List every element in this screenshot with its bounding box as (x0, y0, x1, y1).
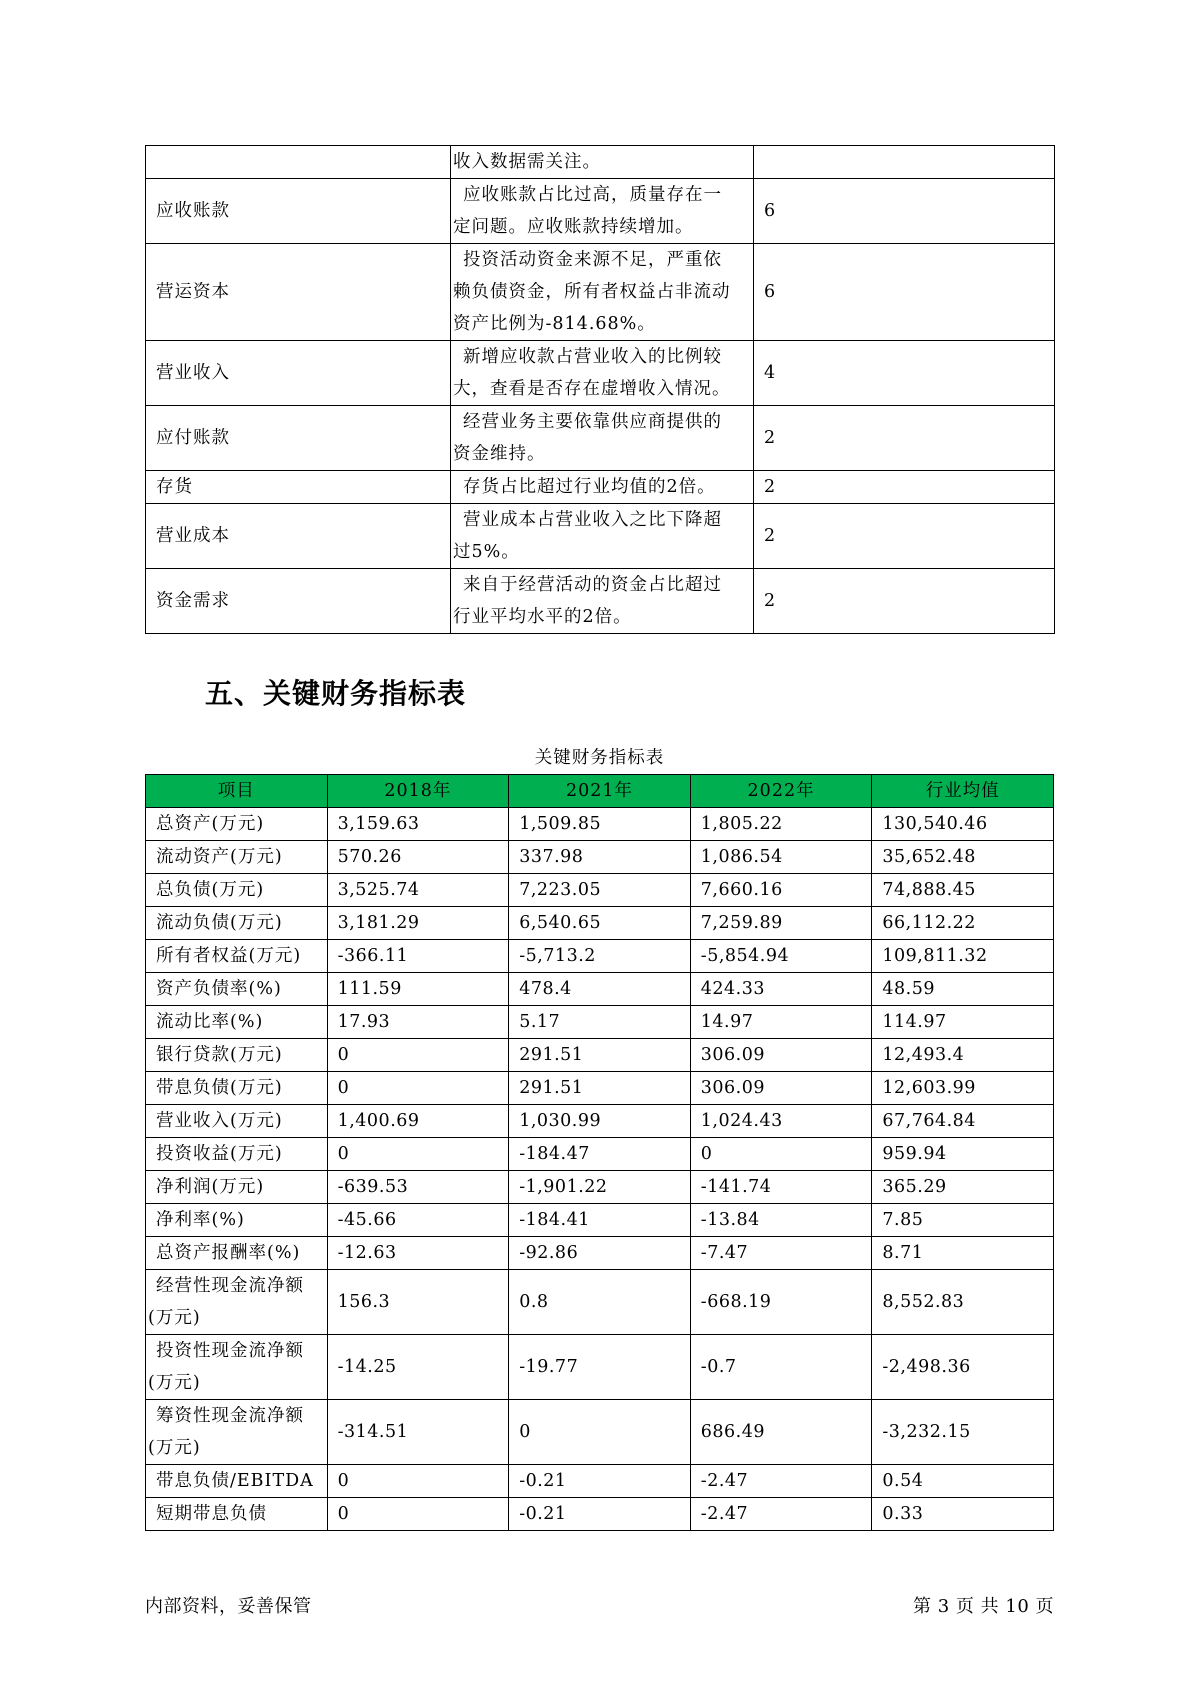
indicator-name (146, 1105, 328, 1138)
risk-description-line: 定问题。应收账款持续增加。 (453, 217, 694, 237)
indicator-name-line: (万元) (148, 1308, 201, 1328)
indicator-name (146, 1204, 328, 1237)
indicator-name (146, 1270, 328, 1335)
indicator-value: 686.49 (690, 1400, 872, 1465)
indicator-name (146, 940, 328, 973)
indicator-value: 0 (509, 1400, 691, 1465)
risk-item: 资金需求 (146, 569, 451, 634)
risk-description-line: 存货占比超过行业均值的2倍。 (463, 477, 716, 497)
risk-item: 应收账款 (146, 179, 451, 244)
table-header-row (146, 775, 1054, 808)
indicator-name-line: 净利率(%) (156, 1210, 245, 1230)
indicator-value: 424.33 (690, 973, 872, 1006)
indicator-name (146, 1138, 328, 1171)
indicator-name-line: 资产负债率(%) (156, 979, 282, 999)
indicator-value: 5.17 (509, 1006, 691, 1039)
indicator-value: -2.47 (690, 1465, 872, 1498)
indicator-value: -0.21 (509, 1498, 691, 1531)
indicator-name-line: 短期带息负债 (156, 1504, 267, 1524)
table-row (146, 808, 1054, 841)
indicator-name-line: 营业收入(万元) (156, 1111, 283, 1131)
risk-table-body (146, 146, 1055, 634)
indicator-value: -45.66 (327, 1204, 509, 1237)
indicator-value: -2.47 (690, 1498, 872, 1531)
risk-indicator-table (145, 145, 1055, 634)
indicator-value: 0 (327, 1039, 509, 1072)
indicator-value: 0.54 (872, 1465, 1054, 1498)
risk-description (451, 146, 754, 179)
risk-item: 营业收入 (146, 341, 451, 406)
table-row (146, 1204, 1054, 1237)
risk-score: 2 (754, 504, 1055, 569)
risk-item: 存货 (146, 471, 451, 504)
indicator-value: 130,540.46 (872, 808, 1054, 841)
indicator-value: -92.86 (509, 1237, 691, 1270)
risk-score: 2 (754, 406, 1055, 471)
indicator-value: 8,552.83 (872, 1270, 1054, 1335)
indicator-name-line: 投资收益(万元) (156, 1144, 283, 1164)
table-row (146, 1138, 1054, 1171)
indicator-value: 0 (327, 1138, 509, 1171)
indicator-name-line: 净利润(万元) (156, 1177, 265, 1197)
indicator-name-line: 总负债(万元) (156, 880, 265, 900)
risk-item (146, 146, 451, 179)
indicator-value: 1,400.69 (327, 1105, 509, 1138)
indicator-value: -1,901.22 (509, 1171, 691, 1204)
risk-description-line: 投资活动资金来源不足，严重依 (463, 250, 722, 270)
indicator-value: 6,540.65 (509, 907, 691, 940)
risk-description (451, 569, 754, 634)
risk-row (146, 146, 1055, 179)
indicator-value: 3,525.74 (327, 874, 509, 907)
table-row (146, 940, 1054, 973)
indicator-value: 0 (690, 1138, 872, 1171)
footer-page-number: 第 3 页 共 10 页 (913, 1596, 1054, 1617)
indicator-value: 365.29 (872, 1171, 1054, 1204)
table-row (146, 874, 1054, 907)
indicator-value: -5,854.94 (690, 940, 872, 973)
indicator-value: -5,713.2 (509, 940, 691, 973)
risk-row (146, 504, 1055, 569)
risk-description (451, 406, 754, 471)
indicator-value: -14.25 (327, 1335, 509, 1400)
indicator-name (146, 973, 328, 1006)
risk-description-line: 资金维持。 (453, 444, 546, 464)
indicator-value: 0 (327, 1465, 509, 1498)
indicator-value: -0.7 (690, 1335, 872, 1400)
indicator-value: -19.77 (509, 1335, 691, 1400)
table-row (146, 1039, 1054, 1072)
table-row (146, 1400, 1054, 1465)
table-row (146, 1270, 1054, 1335)
column-header: 2018年 (327, 775, 509, 808)
indicator-name-line: (万元) (148, 1438, 201, 1458)
indicator-name (146, 1072, 328, 1105)
risk-description-line: 经营业务主要依靠供应商提供的 (463, 412, 722, 432)
column-header: 行业均值 (872, 775, 1054, 808)
risk-score: 4 (754, 341, 1055, 406)
risk-score: 2 (754, 471, 1055, 504)
risk-description (451, 504, 754, 569)
indicator-value: 17.93 (327, 1006, 509, 1039)
risk-row (146, 406, 1055, 471)
indicator-name-line: 带息负债/EBITDA (156, 1471, 314, 1491)
risk-description (451, 244, 754, 341)
indicator-name (146, 841, 328, 874)
risk-row (146, 471, 1055, 504)
indicator-value: -3,232.15 (872, 1400, 1054, 1465)
indicator-name (146, 1171, 328, 1204)
risk-description-line: 应收账款占比过高，质量存在一 (463, 185, 722, 205)
table-row (146, 1105, 1054, 1138)
indicator-value: -7.47 (690, 1237, 872, 1270)
indicator-value: 3,159.63 (327, 808, 509, 841)
indicator-value: -639.53 (327, 1171, 509, 1204)
indicator-value: 14.97 (690, 1006, 872, 1039)
indicator-value: 0.8 (509, 1270, 691, 1335)
section-heading: 五、关键财务指标表 (205, 677, 467, 710)
indicator-name (146, 1400, 328, 1465)
indicator-value: 291.51 (509, 1039, 691, 1072)
risk-score (754, 146, 1055, 179)
indicator-name-line: 带息负债(万元) (156, 1078, 283, 1098)
risk-description (451, 179, 754, 244)
risk-description-line: 来自于经营活动的资金占比超过 (463, 575, 722, 595)
indicator-name-line: 经营性现金流净额 (156, 1276, 304, 1296)
footer-confidential-note: 内部资料，妥善保管 (145, 1596, 312, 1617)
indicator-name-line: 投资性现金流净额 (156, 1341, 304, 1361)
indicator-value: 1,030.99 (509, 1105, 691, 1138)
risk-score: 6 (754, 179, 1055, 244)
risk-description (451, 341, 754, 406)
indicator-name-line: 银行贷款(万元) (156, 1045, 283, 1065)
indicator-name-line: 流动比率(%) (156, 1012, 264, 1032)
indicator-value: 67,764.84 (872, 1105, 1054, 1138)
risk-description-line: 资产比例为-814.68%。 (453, 314, 656, 334)
indicator-value: -314.51 (327, 1400, 509, 1465)
kfi-table-body (146, 808, 1054, 1531)
risk-row (146, 569, 1055, 634)
risk-item: 应付账款 (146, 406, 451, 471)
risk-description-line: 过5%。 (453, 542, 520, 562)
risk-row (146, 341, 1055, 406)
indicator-value: 111.59 (327, 973, 509, 1006)
indicator-value: 478.4 (509, 973, 691, 1006)
indicator-name (146, 1237, 328, 1270)
indicator-name-line: 总资产报酬率(%) (156, 1243, 301, 1263)
table-row (146, 1335, 1054, 1400)
column-header: 项目 (146, 775, 328, 808)
indicator-value: 7,660.16 (690, 874, 872, 907)
indicator-value: 3,181.29 (327, 907, 509, 940)
risk-description-line: 行业平均水平的2倍。 (453, 607, 632, 627)
table-row (146, 1498, 1054, 1531)
indicator-value: 1,024.43 (690, 1105, 872, 1138)
indicator-value: -12.63 (327, 1237, 509, 1270)
indicator-name-line: 流动负债(万元) (156, 913, 283, 933)
risk-description-line: 赖负债资金，所有者权益占非流动 (453, 282, 731, 302)
indicator-name-line: 筹资性现金流净额 (156, 1406, 304, 1426)
risk-row (146, 244, 1055, 341)
table-row (146, 841, 1054, 874)
table-row (146, 1465, 1054, 1498)
indicator-name (146, 874, 328, 907)
table-row (146, 1006, 1054, 1039)
indicator-value: 306.09 (690, 1072, 872, 1105)
indicator-value: -366.11 (327, 940, 509, 973)
risk-description-line: 新增应收款占营业收入的比例较 (463, 347, 722, 367)
table-caption: 关键财务指标表 (534, 748, 665, 768)
table-row (146, 973, 1054, 1006)
indicator-name (146, 1039, 328, 1072)
indicator-value: 0.33 (872, 1498, 1054, 1531)
indicator-value: -13.84 (690, 1204, 872, 1237)
indicator-name (146, 1335, 328, 1400)
indicator-value: -0.21 (509, 1465, 691, 1498)
indicator-value: 66,112.22 (872, 907, 1054, 940)
indicator-value: 156.3 (327, 1270, 509, 1335)
indicator-value: 570.26 (327, 841, 509, 874)
indicator-value: 1,509.85 (509, 808, 691, 841)
table-row (146, 1237, 1054, 1270)
column-header: 2021年 (509, 775, 691, 808)
indicator-value: -184.47 (509, 1138, 691, 1171)
risk-description-line: 大，查看是否存在虚增收入情况。 (453, 379, 731, 399)
risk-score: 6 (754, 244, 1055, 341)
indicator-value: 7,259.89 (690, 907, 872, 940)
column-header: 2022年 (690, 775, 872, 808)
indicator-name (146, 1498, 328, 1531)
indicator-value: 1,805.22 (690, 808, 872, 841)
risk-description-line: 营业成本占营业收入之比下降超 (463, 510, 722, 530)
risk-score: 2 (754, 569, 1055, 634)
indicator-name-line: 所有者权益(万元) (156, 946, 302, 966)
indicator-value: 74,888.45 (872, 874, 1054, 907)
indicator-value: 0 (327, 1072, 509, 1105)
indicator-value: 959.94 (872, 1138, 1054, 1171)
indicator-name (146, 1465, 328, 1498)
indicator-value: -668.19 (690, 1270, 872, 1335)
indicator-value: 109,811.32 (872, 940, 1054, 973)
indicator-value: 12,493.4 (872, 1039, 1054, 1072)
indicator-value: 306.09 (690, 1039, 872, 1072)
risk-item: 营运资本 (146, 244, 451, 341)
risk-description-line: 收入数据需关注。 (453, 152, 601, 172)
risk-row (146, 179, 1055, 244)
indicator-value: 1,086.54 (690, 841, 872, 874)
table-row (146, 1171, 1054, 1204)
indicator-value: -2,498.36 (872, 1335, 1054, 1400)
indicator-name-line: 流动资产(万元) (156, 847, 283, 867)
indicator-name-line: 总资产(万元) (156, 814, 265, 834)
indicator-value: 291.51 (509, 1072, 691, 1105)
risk-description (451, 471, 754, 504)
indicator-value: 12,603.99 (872, 1072, 1054, 1105)
indicator-value: 35,652.48 (872, 841, 1054, 874)
indicator-name (146, 907, 328, 940)
indicator-value: 7,223.05 (509, 874, 691, 907)
indicator-name-line: (万元) (148, 1373, 201, 1393)
indicator-value: -184.41 (509, 1204, 691, 1237)
indicator-name (146, 1006, 328, 1039)
indicator-value: 7.85 (872, 1204, 1054, 1237)
indicator-value: 337.98 (509, 841, 691, 874)
table-row (146, 907, 1054, 940)
indicator-value: 0 (327, 1498, 509, 1531)
risk-item: 营业成本 (146, 504, 451, 569)
indicator-value: 114.97 (872, 1006, 1054, 1039)
table-row (146, 1072, 1054, 1105)
indicator-value: 8.71 (872, 1237, 1054, 1270)
indicator-value: -141.74 (690, 1171, 872, 1204)
indicator-name (146, 808, 328, 841)
indicator-value: 48.59 (872, 973, 1054, 1006)
key-financial-indicators-table (145, 774, 1054, 1531)
